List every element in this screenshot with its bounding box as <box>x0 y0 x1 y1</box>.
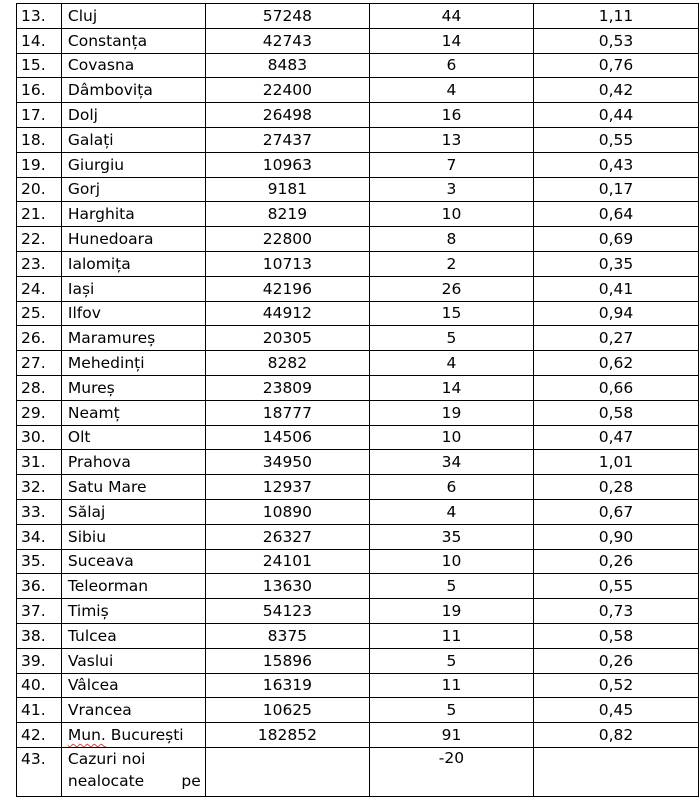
incidence-cell: 0,73 <box>533 599 698 624</box>
total-cases-cell: 26498 <box>205 103 369 128</box>
new-cases-cell: 35 <box>369 524 533 549</box>
new-cases-cell: 6 <box>369 475 533 500</box>
row-number-cell: 22. <box>17 227 62 252</box>
county-cases-table <box>16 3 699 797</box>
total-cases-cell: 8219 <box>205 202 369 227</box>
county-name-cell: Harghita <box>61 202 205 227</box>
total-cases-cell: 57248 <box>205 4 369 29</box>
row-number-cell: 26. <box>17 326 62 351</box>
incidence-cell: 0,76 <box>533 53 698 78</box>
total-cases-cell: 10625 <box>205 698 369 723</box>
county-name-cell: Mureș <box>61 375 205 400</box>
total-cases-cell: 42196 <box>205 276 369 301</box>
new-cases-cell: 91 <box>369 723 533 748</box>
incidence-cell: 1,01 <box>533 450 698 475</box>
table-row <box>17 177 699 202</box>
row-number-cell: 39. <box>17 648 62 673</box>
new-cases-cell: 7 <box>369 152 533 177</box>
total-cases-cell: 42743 <box>205 28 369 53</box>
table-row <box>17 549 699 574</box>
county-cases-table-sheet <box>16 3 699 797</box>
incidence-cell: 0,69 <box>533 227 698 252</box>
table-row <box>17 400 699 425</box>
incidence-cell: 0,47 <box>533 425 698 450</box>
new-cases-cell: 4 <box>369 78 533 103</box>
row-number-cell: 23. <box>17 251 62 276</box>
county-name-cell: Covasna <box>61 53 205 78</box>
new-cases-cell: 14 <box>369 375 533 400</box>
new-cases-cell: 19 <box>369 599 533 624</box>
total-cases-cell: 14506 <box>205 425 369 450</box>
county-name-cell: Mehedinți <box>61 351 205 376</box>
new-cases-cell: 15 <box>369 301 533 326</box>
incidence-cell: 1,11 <box>533 4 698 29</box>
row-number-cell: 36. <box>17 574 62 599</box>
table-row <box>17 375 699 400</box>
total-cases-cell: 10963 <box>205 152 369 177</box>
table-row <box>17 673 699 698</box>
incidence-cell: 0,66 <box>533 375 698 400</box>
table-row <box>17 425 699 450</box>
table-row <box>17 103 699 128</box>
new-cases-cell: 2 <box>369 251 533 276</box>
row-number-cell: 29. <box>17 400 62 425</box>
row-number-cell: 25. <box>17 301 62 326</box>
total-cases-cell: 9181 <box>205 177 369 202</box>
county-name-cell: Vâlcea <box>61 673 205 698</box>
county-name-cell: Ilfov <box>61 301 205 326</box>
county-name-cell: Ialomița <box>61 251 205 276</box>
county-name-cell: Vrancea <box>61 698 205 723</box>
incidence-cell: 0,42 <box>533 78 698 103</box>
new-cases-cell: 26 <box>369 276 533 301</box>
county-name-cell: Maramureș <box>61 326 205 351</box>
new-cases-cell: 5 <box>369 698 533 723</box>
incidence-cell: 0,64 <box>533 202 698 227</box>
incidence-cell: 0,52 <box>533 673 698 698</box>
row-number-cell: 28. <box>17 375 62 400</box>
table-row <box>17 251 699 276</box>
total-cases-cell: 22800 <box>205 227 369 252</box>
table-row <box>17 4 699 29</box>
new-cases-cell: 10 <box>369 425 533 450</box>
table-body <box>17 4 699 797</box>
row-number-cell: 37. <box>17 599 62 624</box>
county-name-cell: Tulcea <box>61 623 205 648</box>
county-name-cell <box>61 723 205 748</box>
total-cases-cell: 44912 <box>205 301 369 326</box>
incidence-cell: 0,26 <box>533 648 698 673</box>
table-row <box>17 648 699 673</box>
total-cases-cell: 12937 <box>205 475 369 500</box>
row-number-cell: 17. <box>17 103 62 128</box>
new-cases-cell: 14 <box>369 28 533 53</box>
incidence-cell: 0,67 <box>533 499 698 524</box>
table-row <box>17 276 699 301</box>
table-row <box>17 78 699 103</box>
total-cases-cell: 8483 <box>205 53 369 78</box>
county-name-cell: Constanța <box>61 28 205 53</box>
new-cases-cell: 4 <box>369 499 533 524</box>
county-name-cell: Teleorman <box>61 574 205 599</box>
incidence-cell: 0,62 <box>533 351 698 376</box>
county-name-rest: București <box>105 726 184 744</box>
new-cases-cell: 10 <box>369 549 533 574</box>
new-cases-cell: 44 <box>369 4 533 29</box>
table-row <box>17 53 699 78</box>
total-cases-cell: 18777 <box>205 400 369 425</box>
incidence-cell: 0,35 <box>533 251 698 276</box>
row-number-cell: 18. <box>17 127 62 152</box>
table-row <box>17 698 699 723</box>
county-name-cell: Sălaj <box>61 499 205 524</box>
incidence-cell: 0,94 <box>533 301 698 326</box>
row-number-cell: 30. <box>17 425 62 450</box>
county-name-cell: Sibiu <box>61 524 205 549</box>
incidence-cell: 0,43 <box>533 152 698 177</box>
row-number-cell: 19. <box>17 152 62 177</box>
row-number-cell: 38. <box>17 623 62 648</box>
total-cases-cell: 8282 <box>205 351 369 376</box>
total-cases-cell: 26327 <box>205 524 369 549</box>
table-row <box>17 301 699 326</box>
incidence-cell: 0,27 <box>533 326 698 351</box>
total-cases-cell <box>205 747 369 796</box>
total-cases-cell: 24101 <box>205 549 369 574</box>
row-number-cell: 15. <box>17 53 62 78</box>
county-name-cell: Olt <box>61 425 205 450</box>
new-cases-cell: 5 <box>369 574 533 599</box>
incidence-cell: 0,53 <box>533 28 698 53</box>
incidence-cell: 0,26 <box>533 549 698 574</box>
new-cases-cell: 3 <box>369 177 533 202</box>
row-number-cell: 14. <box>17 28 62 53</box>
row-number-cell: 24. <box>17 276 62 301</box>
table-row <box>17 28 699 53</box>
county-name-cell: Gorj <box>61 177 205 202</box>
row-number-cell: 42. <box>17 723 62 748</box>
table-row <box>17 326 699 351</box>
total-cases-cell: 23809 <box>205 375 369 400</box>
row-number-cell: 27. <box>17 351 62 376</box>
county-name-cell: Dâmbovița <box>61 78 205 103</box>
new-cases-cell: 5 <box>369 648 533 673</box>
county-name-cell: Cluj <box>61 4 205 29</box>
row-number-cell: 40. <box>17 673 62 698</box>
county-name-cell: Hunedoara <box>61 227 205 252</box>
table-row <box>17 499 699 524</box>
new-cases-cell: -20 <box>369 747 533 796</box>
total-cases-cell: 20305 <box>205 326 369 351</box>
incidence-cell: 0,45 <box>533 698 698 723</box>
new-cases-cell: 19 <box>369 400 533 425</box>
incidence-cell: 0,17 <box>533 177 698 202</box>
table-row <box>17 599 699 624</box>
total-cases-cell: 10890 <box>205 499 369 524</box>
new-cases-cell: 6 <box>369 53 533 78</box>
row-number-cell: 33. <box>17 499 62 524</box>
incidence-cell: 0,58 <box>533 400 698 425</box>
new-cases-cell: 5 <box>369 326 533 351</box>
incidence-cell: 0,58 <box>533 623 698 648</box>
row-number-cell: 35. <box>17 549 62 574</box>
total-cases-cell: 34950 <box>205 450 369 475</box>
new-cases-cell: 11 <box>369 623 533 648</box>
row-number-cell: 32. <box>17 475 62 500</box>
row-number-cell: 34. <box>17 524 62 549</box>
county-name-cell: Prahova <box>61 450 205 475</box>
table-row <box>17 475 699 500</box>
new-cases-cell: 10 <box>369 202 533 227</box>
county-name-cell: Giurgiu <box>61 152 205 177</box>
table-row <box>17 450 699 475</box>
row-number-cell: 21. <box>17 202 62 227</box>
table-row <box>17 351 699 376</box>
row-number-cell: 13. <box>17 4 62 29</box>
new-cases-cell: 16 <box>369 103 533 128</box>
row-number-cell: 31. <box>17 450 62 475</box>
row-number-cell: 16. <box>17 78 62 103</box>
row-number-cell: 20. <box>17 177 62 202</box>
table-row <box>17 747 699 796</box>
table-row <box>17 723 699 748</box>
total-cases-cell: 10713 <box>205 251 369 276</box>
row-number-cell: 43. <box>17 747 62 796</box>
county-name-cell: Vaslui <box>61 648 205 673</box>
total-cases-cell: 16319 <box>205 673 369 698</box>
total-cases-cell: 182852 <box>205 723 369 748</box>
total-cases-cell: 54123 <box>205 599 369 624</box>
county-name-cell: Cazuri noi nealocate pe <box>61 747 205 796</box>
incidence-cell: 0,90 <box>533 524 698 549</box>
county-name-cell: Galați <box>61 127 205 152</box>
county-name-cell: Neamț <box>61 400 205 425</box>
table-row <box>17 623 699 648</box>
county-name-cell: Suceava <box>61 549 205 574</box>
table-row <box>17 227 699 252</box>
total-cases-cell: 8375 <box>205 623 369 648</box>
incidence-cell <box>533 747 698 796</box>
incidence-cell: 0,44 <box>533 103 698 128</box>
new-cases-cell: 13 <box>369 127 533 152</box>
new-cases-cell: 8 <box>369 227 533 252</box>
incidence-cell: 0,55 <box>533 574 698 599</box>
new-cases-cell: 11 <box>369 673 533 698</box>
total-cases-cell: 13630 <box>205 574 369 599</box>
incidence-cell: 0,41 <box>533 276 698 301</box>
county-name-cell: Dolj <box>61 103 205 128</box>
table-row <box>17 152 699 177</box>
table-row <box>17 524 699 549</box>
county-name-cell: Timiș <box>61 599 205 624</box>
total-cases-cell: 27437 <box>205 127 369 152</box>
table-row <box>17 202 699 227</box>
county-name-cell: Iași <box>61 276 205 301</box>
table-row <box>17 127 699 152</box>
total-cases-cell: 15896 <box>205 648 369 673</box>
total-cases-cell: 22400 <box>205 78 369 103</box>
new-cases-cell: 34 <box>369 450 533 475</box>
county-name-prefix: Mun. <box>67 726 106 744</box>
row-number-cell: 41. <box>17 698 62 723</box>
incidence-cell: 0,28 <box>533 475 698 500</box>
incidence-cell: 0,55 <box>533 127 698 152</box>
incidence-cell: 0,82 <box>533 723 698 748</box>
county-name-cell: Satu Mare <box>61 475 205 500</box>
new-cases-cell: 4 <box>369 351 533 376</box>
table-row <box>17 574 699 599</box>
